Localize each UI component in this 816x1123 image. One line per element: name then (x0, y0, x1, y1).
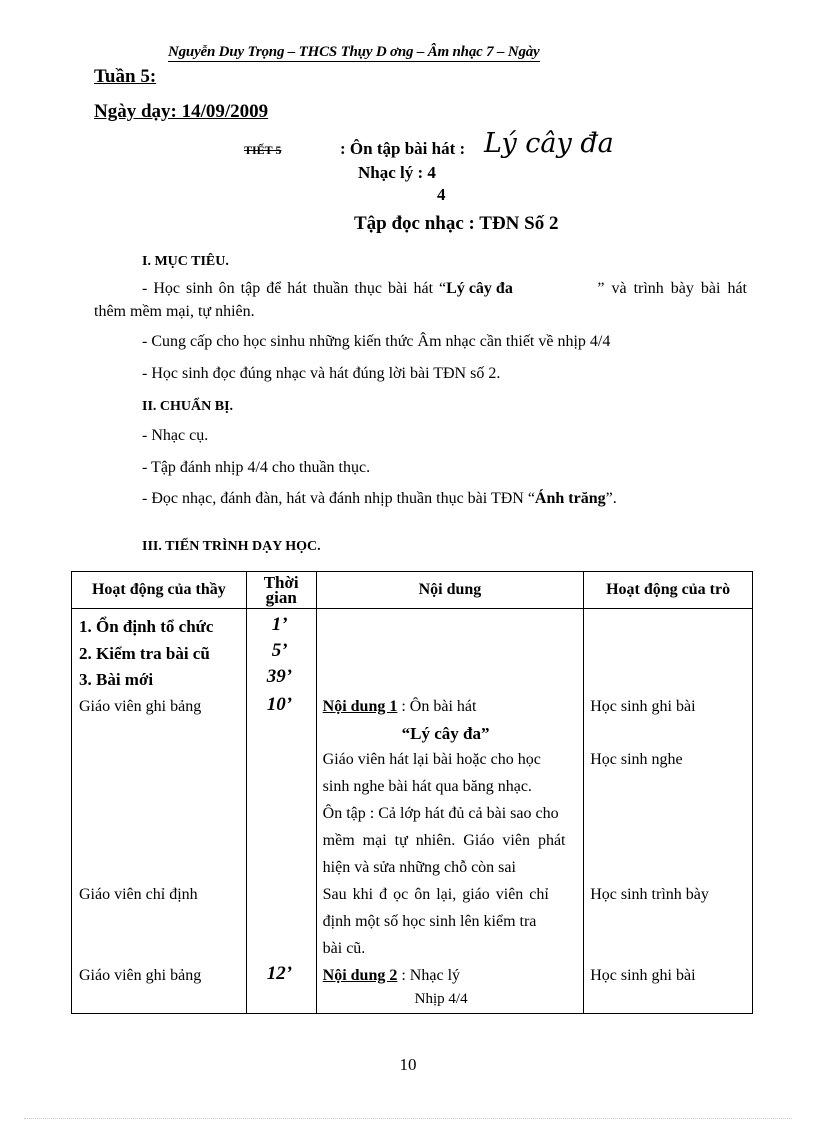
time-new-lesson: 39’ (266, 666, 293, 687)
preparation-item-3 (142, 487, 617, 511)
time-content-1: 10’ (266, 694, 293, 715)
header-content: Nội dung (316, 572, 584, 609)
page-number: 10 (399, 1055, 417, 1074)
teacher-activity-cell (72, 609, 247, 1014)
objective-item-1-cont: thêm mềm mại, tự nhiên. (94, 303, 255, 320)
preparation-3-pre: - Đọc nhạc, đánh đàn, hát và đánh nhịp thuần thục bài TĐN “ (142, 490, 535, 507)
content-5-label: Nội dung 2 (322, 967, 398, 984)
theory-time-signature-bottom: 4 (437, 185, 446, 204)
review-label: : Ôn tập bài hát : (340, 139, 466, 158)
header-underline (168, 61, 540, 62)
preparation-item-2: - Tập đánh nhịp 4/4 cho thuần thục. (142, 459, 371, 476)
preparation-title: II. CHUẨN BỊ. (142, 399, 234, 414)
student-row-3: Học sinh trình bày (590, 886, 709, 903)
content-1-text: : Ôn bài hát (397, 698, 477, 715)
lesson-plan-table (71, 571, 753, 1014)
content-1-label: Nội dung 1 (322, 698, 398, 715)
time-review: 5’ (271, 640, 288, 661)
content-1-heading (323, 698, 477, 716)
header-teacher-activity: Hoạt động của thầy (72, 572, 247, 609)
content-cell (316, 609, 584, 1014)
content-2-line-2: sinh nghe bài hát qua băng nhạc. (322, 778, 532, 795)
page-header (168, 44, 540, 61)
teacher-row-2: Giáo viên chỉ định (79, 886, 198, 903)
content-1-song: “Lý cây đa” (401, 724, 490, 743)
teacher-row-1: Giáo viên ghi bảng (79, 698, 202, 715)
preparation-item-1: - Nhạc cụ. (142, 427, 209, 444)
step-new-lesson: 3. Bài mới (79, 670, 154, 689)
student-row-2: Học sinh nghe (590, 751, 683, 768)
content-4-line-3: bài cũ. (322, 940, 366, 957)
teacher-row-3: Giáo viên ghi bảng (79, 967, 202, 984)
content-3-line-1: Ôn tập : Cả lớp hát đủ cả bài sao cho (322, 805, 559, 822)
content-3-line-2: mềm mại tự nhiên. Giáo viên phát (322, 832, 566, 849)
objective-1-song: Lý cây đa (446, 280, 513, 297)
content-4-line-2: định một số học sinh lên kiểm tra (322, 913, 537, 930)
objective-1-pre: - Học sinh ôn tập để hát thuần thục bài hát “ (142, 280, 447, 297)
header-text: Nguyễn Duy Trọng – THCS Thụy D ơng – Âm nhạc 7 – Ngày (168, 44, 540, 60)
content-5-heading (323, 967, 460, 985)
objectives-title: I. MỤC TIÊU. (142, 254, 229, 269)
student-activity-cell (584, 609, 753, 1014)
teaching-date: Ngày dạy: 14/09/2009 (94, 101, 269, 122)
time-cell (246, 609, 316, 1014)
process-title: III. TIẾN TRÌNH DẠY HỌC. (142, 539, 321, 554)
time-stabilize: 1’ (271, 614, 288, 635)
objective-item-1 (142, 277, 747, 301)
table-header-row (72, 572, 753, 609)
step-stabilize: 1. Ổn định tổ chức (79, 617, 214, 636)
week-label: Tuần 5: (94, 66, 157, 87)
table-row (72, 609, 753, 1014)
objective-item-3: - Học sinh đọc đúng nhạc và hát đúng lời bài TĐN số 2. (142, 365, 501, 382)
preparation-3-post: ”. (605, 490, 617, 507)
content-5-sub: Nhịp 4/4 (414, 991, 468, 1007)
objective-item-2: - Cung cấp cho học sinhu những kiến thức Âm nhạc cần thiết về nhịp 4/4 (142, 333, 611, 350)
song-title: Lý cây đa (484, 128, 614, 159)
period-code: TIẾT 5 (244, 143, 282, 157)
preparation-3-song: Ánh trăng (534, 490, 606, 507)
content-3-line-3: hiện và sửa những chỗ còn sai (322, 859, 516, 876)
content-2-line-1: Giáo viên hát lại bài hoặc cho học (322, 751, 541, 768)
student-row-4: Học sinh ghi bài (590, 967, 696, 984)
header-time-line1: Thời (263, 573, 299, 592)
student-row-1: Học sinh ghi bài (590, 698, 696, 715)
header-time-line2: gian (265, 588, 297, 607)
step-review: 2. Kiểm tra bài cũ (79, 644, 210, 663)
theory-label: Nhạc lý : 4 (358, 163, 436, 182)
objective-1-post: ” và trình bày bài hát (597, 280, 747, 297)
page-bottom-divider (24, 1118, 792, 1119)
header-time (246, 572, 316, 609)
header-student-activity: Hoạt động của trò (584, 572, 753, 609)
sight-reading-title: Tập đọc nhạc : TĐN Số 2 (354, 213, 559, 234)
time-content-2: 12’ (266, 963, 293, 984)
content-4-line-1: Sau khi đ ọc ôn lại, giáo viên chỉ (322, 886, 549, 903)
content-5-text: : Nhạc lý (397, 967, 461, 984)
